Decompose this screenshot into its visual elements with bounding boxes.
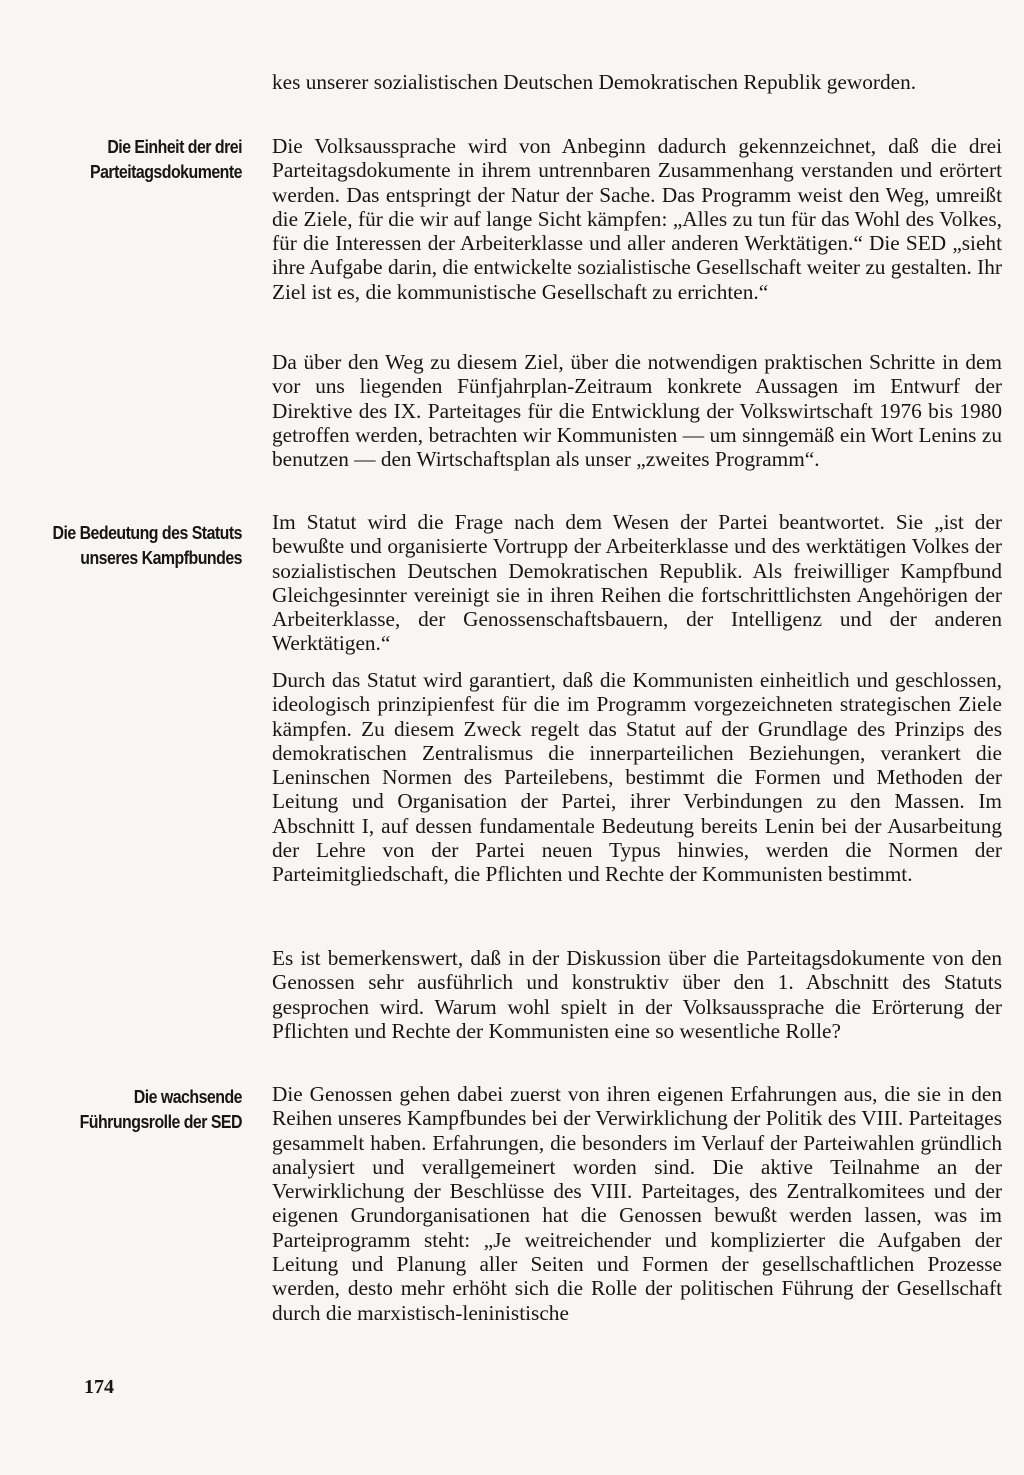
page-number: 174 [84, 1376, 114, 1398]
paragraph-2 [272, 134, 1002, 304]
paragraph-6 [272, 946, 1002, 1043]
paragraph-1 [272, 70, 1002, 94]
paragraph-text: kes unserer sozialistischen Deutschen Demokratischen Republik geworden. [272, 70, 917, 94]
paragraph-text: Die Genossen gehen dabei zuerst von ihren eigenen Erfahrungen aus, die sie in den Reihen unseres Kampfbundes bei der Verwirklichung der Politik des VIII. Parteitages gesammelt haben. Erfahrungen, die besonders im Verlauf der Parteiwahlen gründlich analysiert und verallgemeinert worden sind. Die aktive Teilnahme an der Verwirklichung der Beschlüsse des VIII. Parteitages, des Zentralkomitees und der eigenen Grundorganisationen hat die Genossen bewußt werden lassen, was im Parteiprogramm steht: „Je weitreichender und komplizierter die Aufgaben der Leitung und Planung aller Seiten und Formen der gesellschaftlichen Prozesse werden, desto mehr erhöht sich die Rolle der politischen Führung der Gesellschaft durch die marxistisch-leninistische [272, 1082, 1002, 1325]
paragraph-text: Durch das Statut wird garantiert, daß die Kommunisten einheitlich und geschlossen, ideologisch prinzipienfest für die im Programm vorgezeichneten strategischen Ziele kämpfen. Zu diesem Zweck regelt das Statut auf der Grundlage des Prinzips des demokratischen Zentralismus die innerparteilichen Beziehungen, verankert die Leninschen Normen des Parteilebens, bestimmt die Formen und Methoden der Leitung und Organisation der Partei, ihrer Verbindungen zu den Massen. Im Abschnitt I, auf dessen fundamentale Bedeutung bereits Lenin bei der Ausarbeitung der Lehre von der Partei neuen Typus hinwies, werden die Normen der Parteimitgliedschaft, die Pflichten und Rechte der Kommunisten bestimmt. [272, 668, 1002, 887]
paragraph-7 [272, 1082, 1002, 1325]
paragraph-text: Im Statut wird die Frage nach dem Wesen der Partei beantwortet. Sie „ist der bewußte und organisierte Vortrupp der Arbeiterklasse und des werktätigen Volkes der sozialistischen Deutschen Demokratischen Republik. Als freiwilliger Kampfbund Gleichgesinnter vereinigt sie in ihren Reihen die fortschrittlichsten Angehörigen der Arbeiterklasse, der Genossenschaftsbauern, der Intelligenz und der anderen Werktätigen.“ [272, 510, 1002, 656]
paragraph-5 [272, 668, 1002, 887]
sidenote-einheit: Die Einheit der drei Parteitagsdokumente [89, 136, 242, 182]
paragraph-4 [272, 510, 1002, 656]
paragraph-text: Es ist bemerkenswert, daß in der Diskussion über die Parteitagsdokumente von den Genossen sehr ausführlich und konstruktiv über den 1. Abschnitt des Statuts gesprochen wird. Warum wohl spielt in der Volksaussprache die Erörterung der Pflichten und Rechte der Kommunisten eine so wesentliche Rolle? [272, 946, 1002, 1043]
sidenote-fuehrungsrolle: Die wachsende Führungsrolle der SED [79, 1086, 242, 1132]
paragraph-text: Da über den Weg zu diesem Ziel, über die notwendigen praktischen Schritte in dem vor uns liegenden Fünfjahrplan-Zeitraum konkrete Aussagen im Entwurf der Direktive des IX. Parteitages für die Entwicklung der Volkswirtschaft 1976 bis 1980 getroffen werden, betrachten wir Kommunisten — um sinngemäß ein Wort Lenins zu benutzen — den Wirtschaftsplan als unser „zweites Programm“. [272, 350, 1002, 472]
sidenote-statut: Die Bedeutung des Statuts unseres Kampfbundes [52, 522, 243, 568]
paragraph-text: Die Volksaussprache wird von Anbeginn dadurch gekennzeichnet, daß die drei Parteitagsdokumente in ihrem untrennbaren Zusammenhang verstanden und erörtert werden. Das entspringt der Natur der Sache. Das Programm weist den Weg, umreißt die Ziele, für die wir auf lange Sicht kämpfen: „Alles zu tun für das Wohl des Volkes, für die Interessen der Arbeiterklasse und aller anderen Werktätigen.“ Die SED „sieht ihre Aufgabe darin, die entwickelte sozialistische Gesellschaft weiter zu gestalten. Ihr Ziel ist es, die kommunistische Gesellschaft zu errichten.“ [272, 134, 1002, 304]
paragraph-3 [272, 350, 1002, 471]
